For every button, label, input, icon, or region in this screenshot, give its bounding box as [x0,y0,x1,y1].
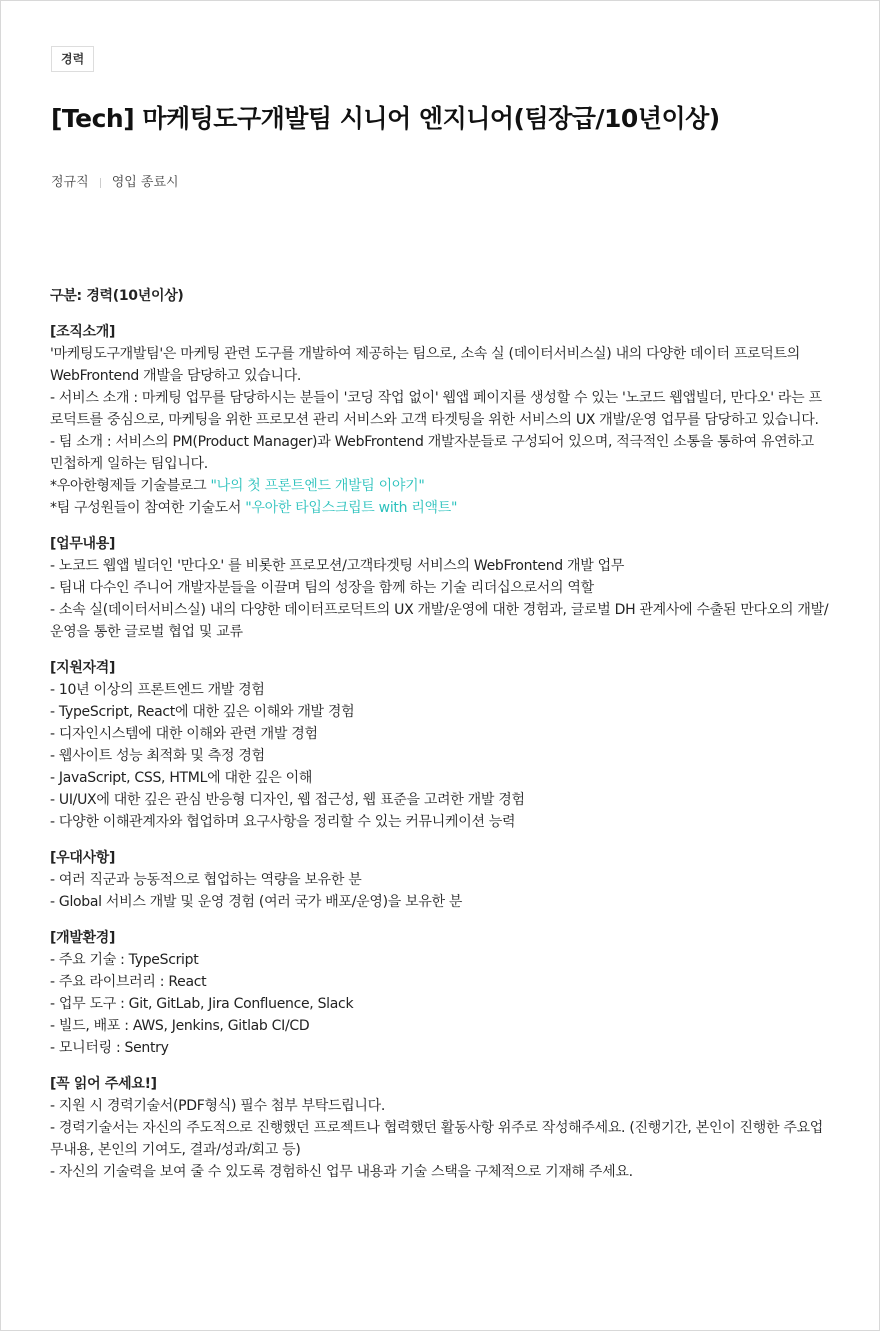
book-link[interactable]: "우아한 타입스크립트 with 리액트" [245,500,458,516]
career-badge: 경력 [51,46,94,72]
list-item: - 모니터링 : Sentry [50,1040,169,1056]
section-heading: [업무내용] [50,536,116,552]
list-item: - 주요 기술 : TypeScript [50,952,199,968]
org-team: - 팀 소개 : 서비스의 PM(Product Manager)과 WebFrontend 개발자분들로 구성되어 있으며, 적극적인 소통을 통하여 유연하고 민첩하게 일하는 팀입니다. [50,434,814,472]
section-qualifications [50,657,830,833]
section-heading: [우대사항] [50,850,116,866]
section-heading: [지원자격] [50,660,116,676]
blog-link[interactable]: "나의 첫 프론트엔드 개발팀 이야기" [210,478,425,494]
list-item: - 경력기술서는 자신의 주도적으로 진행했던 프로젝트나 협력했던 활동사항 위주로 작성해주세요. (진행기간, 본인이 진행한 주요업무내용, 본인의 기여도, 결과/성과/회고 등) [50,1120,824,1158]
list-item: - 자신의 기술력을 보여 줄 수 있도록 경험하신 업무 내용과 기술 스택을 구체적으로 기재해 주세요. [50,1164,633,1180]
section-heading: [조직소개] [50,324,116,340]
list-item: - 여러 직군과 능동적으로 협업하는 역량을 보유한 분 [50,872,362,888]
list-item: - Global 서비스 개발 및 운영 경험 (여러 국가 배포/운영)을 보유한 분 [50,894,463,910]
job-meta [51,173,179,193]
list-item: - 팀내 다수인 주니어 개발자분들을 이끌며 팀의 성장을 함께 하는 기술 리더십으로서의 역할 [50,580,594,596]
blog-prefix: *우아한형제들 기술블로그 [50,478,211,494]
section-org [50,321,830,519]
deadline: 영입 종료시 [111,175,179,190]
list-item: - UI/UX에 대한 깊은 관심 반응형 디자인, 웹 접근성, 웹 표준을 고려한 개발 경험 [50,792,525,808]
section-duties [50,533,830,643]
list-item: - 주요 라이브러리 : React [50,974,207,990]
job-description [50,285,830,1183]
employment-type: 정규직 [51,175,89,190]
list-item: - 업무 도구 : Git, GitLab, Jira Confluence, Slack [50,996,354,1012]
list-item: - 다양한 이해관계자와 협업하며 요구사항을 정리할 수 있는 커뮤니케이션 능력 [50,814,516,830]
category-line: 구분: 경력(10년이상) [50,288,184,304]
list-item: - 디자인시스템에 대한 이해와 관련 개발 경험 [50,726,318,742]
book-line [50,497,830,519]
section-dev-environment [50,927,830,1059]
section-preferences [50,847,830,913]
org-service: - 서비스 소개 : 마케팅 업무를 담당하시는 분들이 '코딩 작업 없이' 웹앱 페이지를 생성할 수 있는 '노코드 웹앱빌더, 만다오' 라는 프로덕트를 중심으로, 마케팅을 위한 프로모션 관리 서비스와 고객 타겟팅을 위한 서비스의 UX 개발/운영 업무를 담당하고 있습니다. [50,390,822,428]
section-heading: [개발환경] [50,930,116,946]
section-heading: [꼭 읽어 주세요!] [50,1076,157,1092]
list-item: - 빌드, 배포 : AWS, Jenkins, Gitlab CI/CD [50,1018,310,1034]
page-title: [Tech] 마케팅도구개발팀 시니어 엔지니어(팀장급/10년이상) [51,104,720,133]
list-item: - 웹사이트 성능 최적화 및 측정 경험 [50,748,265,764]
list-item: - 지원 시 경력기술서(PDF형식) 필수 첨부 부탁드립니다. [50,1098,385,1114]
org-intro: '마케팅도구개발팀'은 마케팅 관련 도구를 개발하여 제공하는 팀으로, 소속 실 (데이터서비스실) 내의 다양한 데이터 프로덕트의 WebFrontend 개발을 담당하고 있습니다. [50,346,800,384]
list-item: - 노코드 웹앱 빌더인 '만다오' 를 비롯한 프로모션/고객타겟팅 서비스의 WebFrontend 개발 업무 [50,558,625,574]
meta-divider [100,178,101,188]
book-prefix: *팀 구성원들이 참여한 기술도서 [50,500,246,516]
list-item: - 10년 이상의 프론트엔드 개발 경험 [50,682,265,698]
section-notice [50,1073,830,1183]
list-item: - JavaScript, CSS, HTML에 대한 깊은 이해 [50,770,313,786]
blog-line [50,475,830,497]
list-item: - TypeScript, React에 대한 깊은 이해와 개발 경험 [50,704,355,720]
list-item: - 소속 실(데이터서비스실) 내의 다양한 데이터프로덕트의 UX 개발/운영에 대한 경험과, 글로벌 DH 관계사에 수출된 만다오의 개발/운영을 통한 글로벌 협업 및 교류 [50,602,829,640]
